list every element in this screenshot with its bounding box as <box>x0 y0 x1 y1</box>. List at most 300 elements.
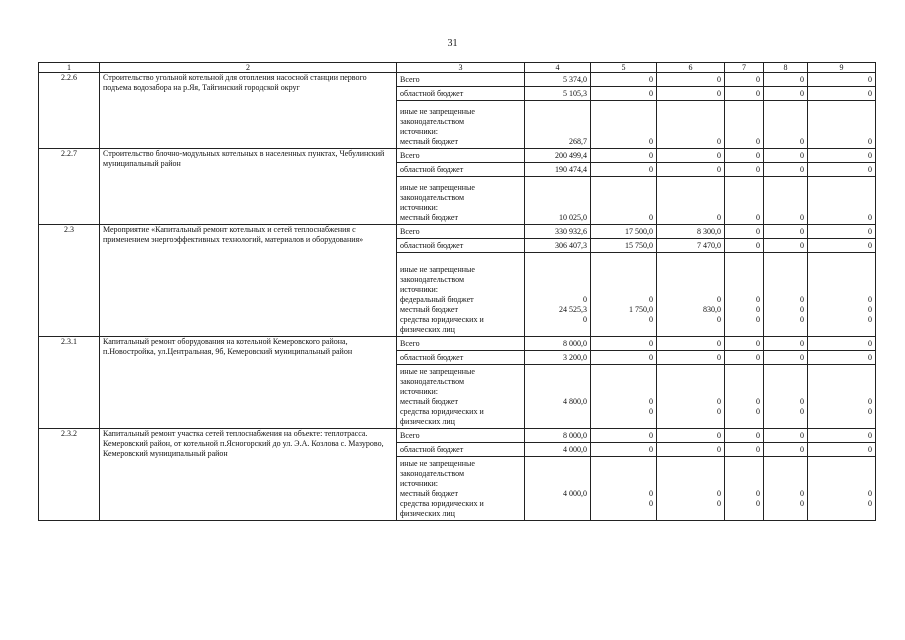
header-cell: 3 <box>397 63 525 73</box>
amount-cell <box>725 443 764 457</box>
funding-source <box>397 337 525 351</box>
funding-source-line: источники: <box>400 387 438 396</box>
amount-value: 0 <box>649 431 653 440</box>
funding-source <box>397 351 525 365</box>
funding-source-line: средства юридических и <box>400 407 484 416</box>
amount-cell <box>657 253 725 337</box>
amount-cell <box>808 73 876 87</box>
item-code: 2.2.6 <box>39 73 100 149</box>
amount-value <box>594 417 653 427</box>
amount-cell <box>591 253 657 337</box>
amount-value: 4 000,0 <box>563 445 587 454</box>
amount-value <box>811 417 872 427</box>
amount-value: 268,7 <box>569 137 587 146</box>
funding-source-line: областной бюджет <box>400 241 464 250</box>
funding-source-line: источники: <box>400 479 438 488</box>
amount-cell <box>591 337 657 351</box>
amount-value <box>528 325 587 335</box>
funding-source-line: Всего <box>400 227 420 236</box>
amount-cell <box>808 457 876 521</box>
amount-value: 0 <box>756 397 760 406</box>
amount-cell <box>808 443 876 457</box>
amount-cell <box>657 101 725 149</box>
amount-cell <box>808 429 876 443</box>
amount-value: 0 <box>800 499 804 508</box>
header-cell: 8 <box>764 63 808 73</box>
amount-cell <box>725 177 764 225</box>
amount-cell <box>725 239 764 253</box>
amount-value: 200 499,4 <box>555 151 587 160</box>
amount-value: 0 <box>717 499 721 508</box>
amount-value: 0 <box>649 499 653 508</box>
amount-value <box>594 325 653 335</box>
funding-source-line: законодательством <box>400 469 465 478</box>
amount-value: 0 <box>649 397 653 406</box>
amount-value <box>660 417 721 427</box>
amount-value: 0 <box>649 407 653 416</box>
amount-value <box>811 325 872 335</box>
amount-value: 0 <box>756 305 760 314</box>
funding-source-line: Всего <box>400 339 420 348</box>
amount-value: 5 374,0 <box>563 75 587 84</box>
amount-cell <box>525 253 591 337</box>
amount-value: 0 <box>756 407 760 416</box>
amount-value <box>528 499 587 509</box>
amount-cell <box>591 73 657 87</box>
funding-source-line: физических лиц <box>400 417 455 426</box>
funding-source-line: законодательством <box>400 275 465 284</box>
amount-cell <box>725 253 764 337</box>
amount-cell <box>764 177 808 225</box>
funding-source-line: источники: <box>400 203 438 212</box>
amount-value: 0 <box>800 137 804 146</box>
funding-source-line: Всего <box>400 151 420 160</box>
funding-source-line: иные не запрещенные <box>400 265 475 274</box>
amount-cell <box>657 337 725 351</box>
amount-value: 0 <box>717 489 721 498</box>
amount-value: 0 <box>756 353 760 362</box>
amount-value: 10 025,0 <box>559 213 587 222</box>
amount-cell <box>725 429 764 443</box>
amount-cell <box>725 87 764 101</box>
amount-cell <box>657 351 725 365</box>
amount-value <box>811 509 872 519</box>
item-code: 2.3 <box>39 225 100 337</box>
amount-value: 0 <box>868 137 872 146</box>
amount-cell <box>525 351 591 365</box>
amount-cell <box>725 163 764 177</box>
amount-value: 0 <box>800 353 804 362</box>
amount-value: 17 500,0 <box>625 227 653 236</box>
amount-cell <box>764 253 808 337</box>
amount-value: 0 <box>649 89 653 98</box>
amount-value: 0 <box>800 75 804 84</box>
amount-cell <box>525 225 591 239</box>
amount-cell <box>764 101 808 149</box>
amount-value <box>767 509 804 519</box>
funding-source-line: физических лиц <box>400 509 455 518</box>
amount-cell <box>591 239 657 253</box>
funding-source <box>397 457 525 521</box>
amount-value: 0 <box>756 75 760 84</box>
amount-value <box>660 325 721 335</box>
amount-value: 7 470,0 <box>697 241 721 250</box>
amount-cell <box>591 87 657 101</box>
funding-source-line: местный бюджет <box>400 397 458 406</box>
amount-cell <box>808 101 876 149</box>
amount-cell <box>808 239 876 253</box>
amount-value: 0 <box>756 489 760 498</box>
amount-cell <box>764 239 808 253</box>
amount-cell <box>591 351 657 365</box>
amount-cell <box>657 365 725 429</box>
item-name: Капитальный ремонт участка сетей теплоснабжения на объекте: теплотрасса. Кемеровский район, от котельной п.Ясногорский до ул. Э.А. Козлова с. Мазурово, Кемеровский муниципальный район <box>100 429 397 521</box>
amount-value: 0 <box>800 165 804 174</box>
amount-cell <box>657 443 725 457</box>
funding-source-line: областной бюджет <box>400 165 464 174</box>
amount-value: 0 <box>756 227 760 236</box>
funding-source-line: областной бюджет <box>400 89 464 98</box>
amount-cell <box>764 87 808 101</box>
amount-cell <box>725 149 764 163</box>
header-cell: 4 <box>525 63 591 73</box>
amount-cell <box>725 457 764 521</box>
amount-value: 0 <box>868 165 872 174</box>
amount-value: 0 <box>868 75 872 84</box>
amount-value: 0 <box>649 295 653 304</box>
funding-source-line: законодательством <box>400 193 465 202</box>
amount-value: 0 <box>800 227 804 236</box>
amount-value: 8 300,0 <box>697 227 721 236</box>
group-first-row <box>39 73 876 87</box>
amount-value: 0 <box>868 431 872 440</box>
amount-value: 0 <box>717 445 721 454</box>
amount-value: 0 <box>649 213 653 222</box>
amount-value: 0 <box>868 499 872 508</box>
amount-value: 330 932,6 <box>555 227 587 236</box>
amount-value: 0 <box>800 431 804 440</box>
funding-source-line: Всего <box>400 431 420 440</box>
amount-cell <box>525 337 591 351</box>
amount-cell <box>591 365 657 429</box>
amount-value: 0 <box>649 315 653 324</box>
amount-value: 0 <box>868 445 872 454</box>
amount-value: 0 <box>583 295 587 304</box>
amount-value: 0 <box>717 75 721 84</box>
amount-value: 0 <box>800 397 804 406</box>
amount-value: 1 750,0 <box>629 305 653 314</box>
amount-cell <box>764 149 808 163</box>
amount-value: 0 <box>649 489 653 498</box>
amount-cell <box>525 87 591 101</box>
amount-cell <box>808 163 876 177</box>
amount-cell <box>525 163 591 177</box>
amount-cell <box>657 225 725 239</box>
amount-value: 0 <box>717 295 721 304</box>
amount-value: 0 <box>583 315 587 324</box>
amount-cell <box>725 101 764 149</box>
funding-source-line: областной бюджет <box>400 353 464 362</box>
amount-value: 3 200,0 <box>563 353 587 362</box>
amount-value: 0 <box>717 407 721 416</box>
funding-source-line: федеральный бюджет <box>400 295 474 304</box>
amount-cell <box>657 87 725 101</box>
amount-cell <box>525 239 591 253</box>
amount-cell <box>525 443 591 457</box>
funding-source-line: физических лиц <box>400 325 455 334</box>
header-cell: 6 <box>657 63 725 73</box>
funding-source-line: иные не запрещенные <box>400 367 475 376</box>
amount-cell <box>525 101 591 149</box>
amount-value: 0 <box>868 397 872 406</box>
amount-cell <box>808 87 876 101</box>
amount-value: 0 <box>868 315 872 324</box>
amount-value: 0 <box>868 305 872 314</box>
amount-value: 0 <box>717 353 721 362</box>
amount-value: 0 <box>717 89 721 98</box>
amount-value: 0 <box>868 295 872 304</box>
header-cell: 1 <box>39 63 100 73</box>
page-number: 31 <box>447 38 458 49</box>
item-name: Строительство угольной котельной для отопления насосной станции первого подъема водозабора на р.Яя, Тайгинский городской округ <box>100 73 397 149</box>
group-first-row <box>39 225 876 239</box>
funding-source <box>397 87 525 101</box>
amount-cell <box>591 429 657 443</box>
item-name: Строительство блочно-модульных котельных в населенных пунктах, Чебулинский муниципальный район <box>100 149 397 225</box>
amount-value <box>528 407 587 417</box>
amount-value: 0 <box>649 75 653 84</box>
group-first-row <box>39 429 876 443</box>
amount-value: 0 <box>649 353 653 362</box>
funding-source <box>397 365 525 429</box>
amount-value: 830,0 <box>703 305 721 314</box>
funding-source <box>397 429 525 443</box>
amount-cell <box>591 225 657 239</box>
amount-value: 0 <box>800 445 804 454</box>
amount-cell <box>591 101 657 149</box>
funding-source-line: местный бюджет <box>400 489 458 498</box>
funding-source <box>397 73 525 87</box>
amount-value: 0 <box>756 151 760 160</box>
amount-cell <box>657 429 725 443</box>
amount-cell <box>808 253 876 337</box>
amount-value: 0 <box>800 295 804 304</box>
amount-value: 0 <box>649 151 653 160</box>
group-first-row <box>39 149 876 163</box>
amount-value <box>528 417 587 427</box>
amount-cell <box>657 239 725 253</box>
amount-value: 0 <box>717 339 721 348</box>
group-first-row <box>39 337 876 351</box>
amount-value: 5 105,3 <box>563 89 587 98</box>
funding-source <box>397 443 525 457</box>
amount-value: 0 <box>800 151 804 160</box>
amount-value: 0 <box>756 499 760 508</box>
funding-source <box>397 101 525 149</box>
funding-source <box>397 239 525 253</box>
amount-value: 0 <box>868 407 872 416</box>
amount-cell <box>808 149 876 163</box>
amount-cell <box>525 365 591 429</box>
amount-value: 0 <box>756 165 760 174</box>
funding-source <box>397 177 525 225</box>
amount-cell <box>525 457 591 521</box>
funding-source-line: местный бюджет <box>400 137 458 146</box>
amount-value: 0 <box>800 339 804 348</box>
amount-value: 4 000,0 <box>563 489 587 498</box>
amount-value: 0 <box>868 227 872 236</box>
funding-source <box>397 163 525 177</box>
funding-source-line: областной бюджет <box>400 445 464 454</box>
table-body <box>39 63 876 521</box>
amount-value: 0 <box>800 315 804 324</box>
amount-cell <box>725 365 764 429</box>
header-cell: 7 <box>725 63 764 73</box>
amount-value: 306 407,3 <box>555 241 587 250</box>
amount-value: 0 <box>717 397 721 406</box>
amount-cell <box>591 457 657 521</box>
amount-value: 0 <box>756 295 760 304</box>
funding-source-line: Всего <box>400 75 420 84</box>
funding-source-line: источники: <box>400 127 438 136</box>
amount-value: 0 <box>800 213 804 222</box>
amount-cell <box>525 73 591 87</box>
amount-value: 0 <box>868 151 872 160</box>
amount-cell <box>657 149 725 163</box>
amount-cell <box>808 351 876 365</box>
budget-table <box>38 62 876 521</box>
amount-value: 15 750,0 <box>625 241 653 250</box>
amount-value <box>767 325 804 335</box>
amount-value: 0 <box>800 89 804 98</box>
header-cell: 2 <box>100 63 397 73</box>
item-code: 2.3.1 <box>39 337 100 429</box>
amount-value: 0 <box>649 137 653 146</box>
amount-value <box>728 509 760 519</box>
amount-cell <box>764 73 808 87</box>
amount-value: 190 474,4 <box>555 165 587 174</box>
amount-cell <box>808 365 876 429</box>
amount-value: 0 <box>868 213 872 222</box>
item-code: 2.2.7 <box>39 149 100 225</box>
amount-cell <box>764 351 808 365</box>
funding-source-line: законодательством <box>400 117 465 126</box>
amount-value: 8 000,0 <box>563 339 587 348</box>
amount-value: 0 <box>756 241 760 250</box>
amount-cell <box>764 225 808 239</box>
amount-cell <box>591 163 657 177</box>
funding-source-line: иные не запрещенные <box>400 183 475 192</box>
funding-source-line: источники: <box>400 285 438 294</box>
funding-source-line: средства юридических и <box>400 499 484 508</box>
amount-value <box>594 509 653 519</box>
amount-cell <box>657 163 725 177</box>
amount-cell <box>808 177 876 225</box>
amount-value: 8 000,0 <box>563 431 587 440</box>
amount-value: 0 <box>868 241 872 250</box>
amount-value: 0 <box>756 89 760 98</box>
amount-value: 0 <box>717 151 721 160</box>
amount-value: 0 <box>800 489 804 498</box>
amount-cell <box>764 443 808 457</box>
item-code: 2.3.2 <box>39 429 100 521</box>
amount-value: 0 <box>717 165 721 174</box>
amount-value: 0 <box>717 431 721 440</box>
amount-value: 0 <box>868 489 872 498</box>
amount-cell <box>657 73 725 87</box>
amount-value: 0 <box>868 353 872 362</box>
amount-value: 0 <box>756 431 760 440</box>
funding-source-line: местный бюджет <box>400 213 458 222</box>
amount-cell <box>808 225 876 239</box>
amount-value <box>728 417 760 427</box>
amount-value: 24 525,3 <box>559 305 587 314</box>
amount-value: 0 <box>868 89 872 98</box>
amount-cell <box>725 351 764 365</box>
amount-cell <box>725 337 764 351</box>
funding-source-line: средства юридических и <box>400 315 484 324</box>
amount-value: 0 <box>649 165 653 174</box>
amount-value: 0 <box>868 339 872 348</box>
amount-value: 0 <box>800 407 804 416</box>
amount-cell <box>591 177 657 225</box>
amount-value: 0 <box>717 315 721 324</box>
amount-value: 0 <box>756 315 760 324</box>
amount-cell <box>525 177 591 225</box>
funding-source-line: законодательством <box>400 377 465 386</box>
amount-cell <box>764 365 808 429</box>
header-cell: 9 <box>808 63 876 73</box>
funding-source <box>397 149 525 163</box>
amount-value <box>728 325 760 335</box>
amount-value <box>660 509 721 519</box>
amount-cell <box>808 337 876 351</box>
amount-value: 0 <box>756 137 760 146</box>
funding-source-line: иные не запрещенные <box>400 107 475 116</box>
amount-value: 0 <box>649 339 653 348</box>
amount-value <box>528 509 587 519</box>
amount-cell <box>657 177 725 225</box>
amount-cell <box>725 225 764 239</box>
amount-value: 0 <box>756 445 760 454</box>
amount-value: 0 <box>800 241 804 250</box>
funding-source <box>397 225 525 239</box>
amount-cell <box>591 443 657 457</box>
item-name: Капитальный ремонт оборудования на котельной Кемеровского района, п.Новостройка, ул.Центральная, 9б, Кемеровский муниципальный район <box>100 337 397 429</box>
amount-value: 4 800,0 <box>563 397 587 406</box>
header-row <box>39 63 876 73</box>
funding-source-line: иные не запрещенные <box>400 459 475 468</box>
amount-value: 0 <box>756 339 760 348</box>
amount-value: 0 <box>717 213 721 222</box>
amount-cell <box>725 73 764 87</box>
amount-cell <box>764 337 808 351</box>
amount-cell <box>764 163 808 177</box>
amount-cell <box>657 457 725 521</box>
amount-cell <box>591 149 657 163</box>
header-cell: 5 <box>591 63 657 73</box>
amount-value: 0 <box>756 213 760 222</box>
amount-cell <box>525 429 591 443</box>
item-name: Мероприятие «Капитальный ремонт котельных и сетей теплоснабжения с применением энергоэффективных технологий, материалов и оборудования» <box>100 225 397 337</box>
amount-cell <box>764 457 808 521</box>
amount-cell <box>525 149 591 163</box>
funding-source-line: местный бюджет <box>400 305 458 314</box>
amount-value: 0 <box>717 137 721 146</box>
amount-value: 0 <box>649 445 653 454</box>
funding-source <box>397 253 525 337</box>
amount-value: 0 <box>800 305 804 314</box>
